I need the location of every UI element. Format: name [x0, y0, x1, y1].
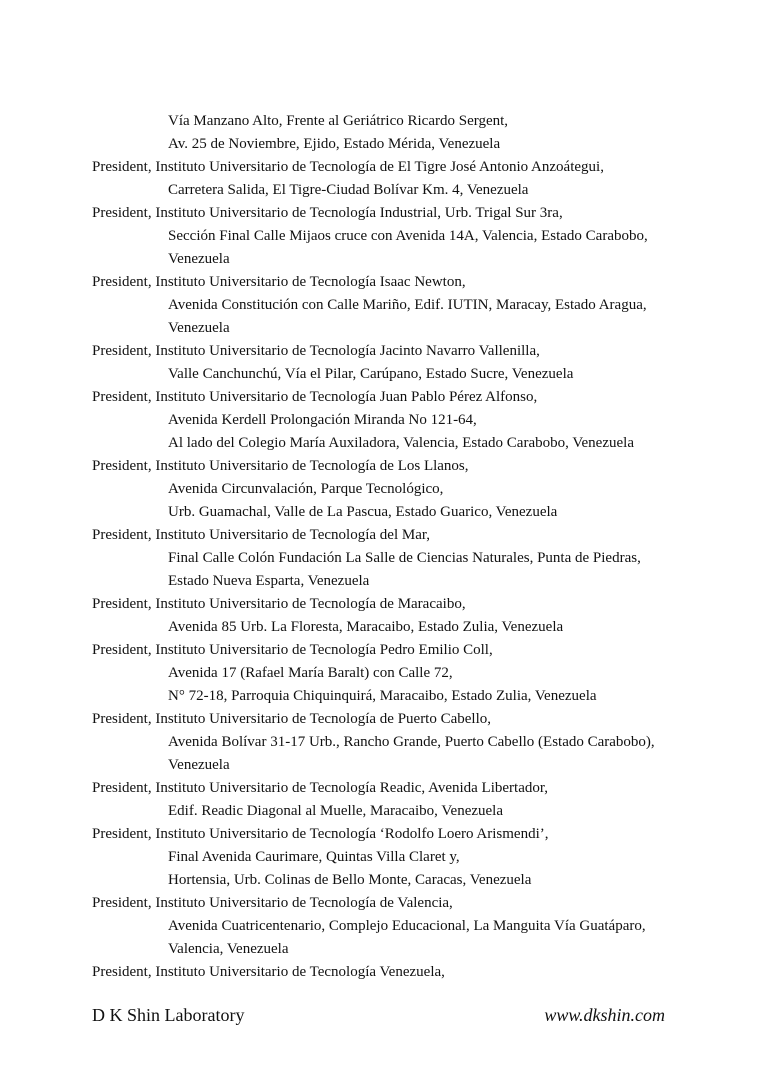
address-line: Avenida Cuatricentenario, Complejo Educacional, La Manguita Vía Guatáparo,	[168, 918, 646, 934]
footer-website: www.dkshin.com	[544, 1005, 665, 1025]
address-line: Carretera Salida, El Tigre-Ciudad Bolívar Km. 4, Venezuela	[168, 182, 529, 198]
address-line: Avenida Kerdell Prolongación Miranda No 121-64,	[168, 412, 477, 428]
address-line: Avenida 85 Urb. La Floresta, Maracaibo, Estado Zulia, Venezuela	[168, 619, 564, 635]
address-line: Avenida Circunvalación, Parque Tecnológico,	[168, 481, 444, 497]
president-entry-line: President, Instituto Universitario de Tecnología Industrial, Urb. Trigal Sur 3ra,	[92, 205, 563, 221]
address-line: Sección Final Calle Mijaos cruce con Avenida 14A, Valencia, Estado Carabobo,	[168, 228, 648, 244]
address-line: Valencia, Venezuela	[168, 941, 289, 957]
address-list	[0, 110, 760, 984]
president-entry-line: President, Instituto Universitario de Tecnología Readic, Avenida Libertador,	[92, 780, 549, 796]
address-line: Avenida 17 (Rafael María Baralt) con Calle 72,	[168, 665, 453, 681]
president-entry-line: President, Instituto Universitario de Tecnología de Valencia,	[92, 895, 453, 911]
footer-publisher: D K Shin Laboratory	[92, 1005, 245, 1025]
address-line: Hortensia, Urb. Colinas de Bello Monte, Caracas, Venezuela	[168, 872, 532, 888]
address-line: Al lado del Colegio María Auxiladora, Valencia, Estado Carabobo, Venezuela	[168, 435, 634, 451]
president-entry-line: President, Instituto Universitario de Tecnología Isaac Newton,	[92, 274, 466, 290]
president-entry-line: President, Instituto Universitario de Tecnología de Maracaibo,	[92, 596, 466, 612]
address-line: Final Calle Colón Fundación La Salle de Ciencias Naturales, Punta de Piedras,	[168, 550, 641, 566]
president-entry-line: President, Instituto Universitario de Tecnología de Los Llanos,	[92, 458, 469, 474]
address-line: Av. 25 de Noviembre, Ejido, Estado Mérida, Venezuela	[168, 136, 501, 152]
address-line: Final Avenida Caurimare, Quintas Villa Claret y,	[168, 849, 460, 865]
address-line: Venezuela	[168, 757, 230, 773]
address-line: N° 72-18, Parroquia Chiquinquirá, Maracaibo, Estado Zulia, Venezuela	[168, 688, 597, 704]
address-line: Avenida Constitución con Calle Mariño, Edif. IUTIN, Maracay, Estado Aragua,	[168, 297, 647, 313]
address-line: Edif. Readic Diagonal al Muelle, Maracaibo, Venezuela	[168, 803, 504, 819]
president-entry-line: President, Instituto Universitario de Tecnología de El Tigre José Antonio Anzoátegui,	[92, 159, 604, 175]
address-line: Venezuela	[168, 320, 230, 336]
president-entry-line: President, Instituto Universitario de Tecnología Venezuela,	[92, 964, 445, 980]
address-line: Valle Canchunchú, Vía el Pilar, Carúpano, Estado Sucre, Venezuela	[168, 366, 574, 382]
address-line: Avenida Bolívar 31-17 Urb., Rancho Grande, Puerto Cabello (Estado Carabobo),	[168, 734, 655, 750]
president-entry-line: President, Instituto Universitario de Tecnología Pedro Emilio Coll,	[92, 642, 493, 658]
address-line: Vía Manzano Alto, Frente al Geriátrico Ricardo Sergent,	[168, 113, 509, 129]
president-entry-line: President, Instituto Universitario de Tecnología Juan Pablo Pérez Alfonso,	[92, 389, 538, 405]
president-entry-line: President, Instituto Universitario de Tecnología Jacinto Navarro Vallenilla,	[92, 343, 540, 359]
president-entry-line: President, Instituto Universitario de Tecnología del Mar,	[92, 527, 430, 543]
address-line: Venezuela	[168, 251, 230, 267]
address-line: Estado Nueva Esparta, Venezuela	[168, 573, 370, 589]
president-entry-line: President, Instituto Universitario de Tecnología de Puerto Cabello,	[92, 711, 492, 727]
president-entry-line: President, Instituto Universitario de Tecnología ‘Rodolfo Loero Arismendi’,	[92, 826, 549, 842]
address-line: Urb. Guamachal, Valle de La Pascua, Estado Guarico, Venezuela	[168, 504, 558, 520]
